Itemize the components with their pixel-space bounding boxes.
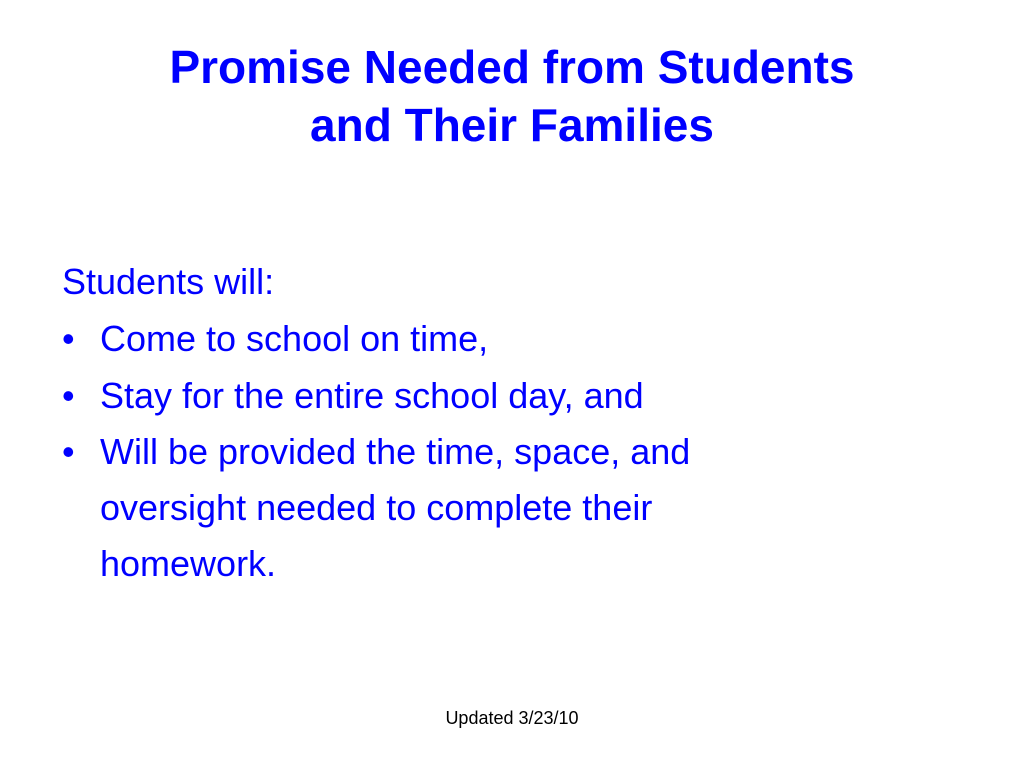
bullet-item-2 [62,367,962,424]
bullet-item-1 [62,310,962,367]
slide-body [62,253,962,592]
bullet-glyph: • [62,318,75,359]
slide-title-line-2: and Their Families [310,99,714,151]
bullet-item-3-line-1: Will be provided the time, space, and [100,431,691,472]
bullet-list [62,310,962,592]
slide-title [40,38,984,154]
bullet-item-1-text: Come to school on time, [100,318,489,359]
bullet-item-3-line-3: homework. [100,543,277,584]
bullet-glyph: • [62,375,75,416]
slide-title-line-1: Promise Needed from Students [169,41,855,93]
bullet-item-3-line-2: oversight needed to complete their [100,487,653,528]
footer-updated-date: Updated 3/23/10 [445,708,579,728]
bullet-glyph: • [62,431,75,472]
bullet-item-3 [62,424,962,592]
bullet-item-2-text: Stay for the entire school day, and [100,375,644,416]
intro-text: Students will: [62,261,275,302]
